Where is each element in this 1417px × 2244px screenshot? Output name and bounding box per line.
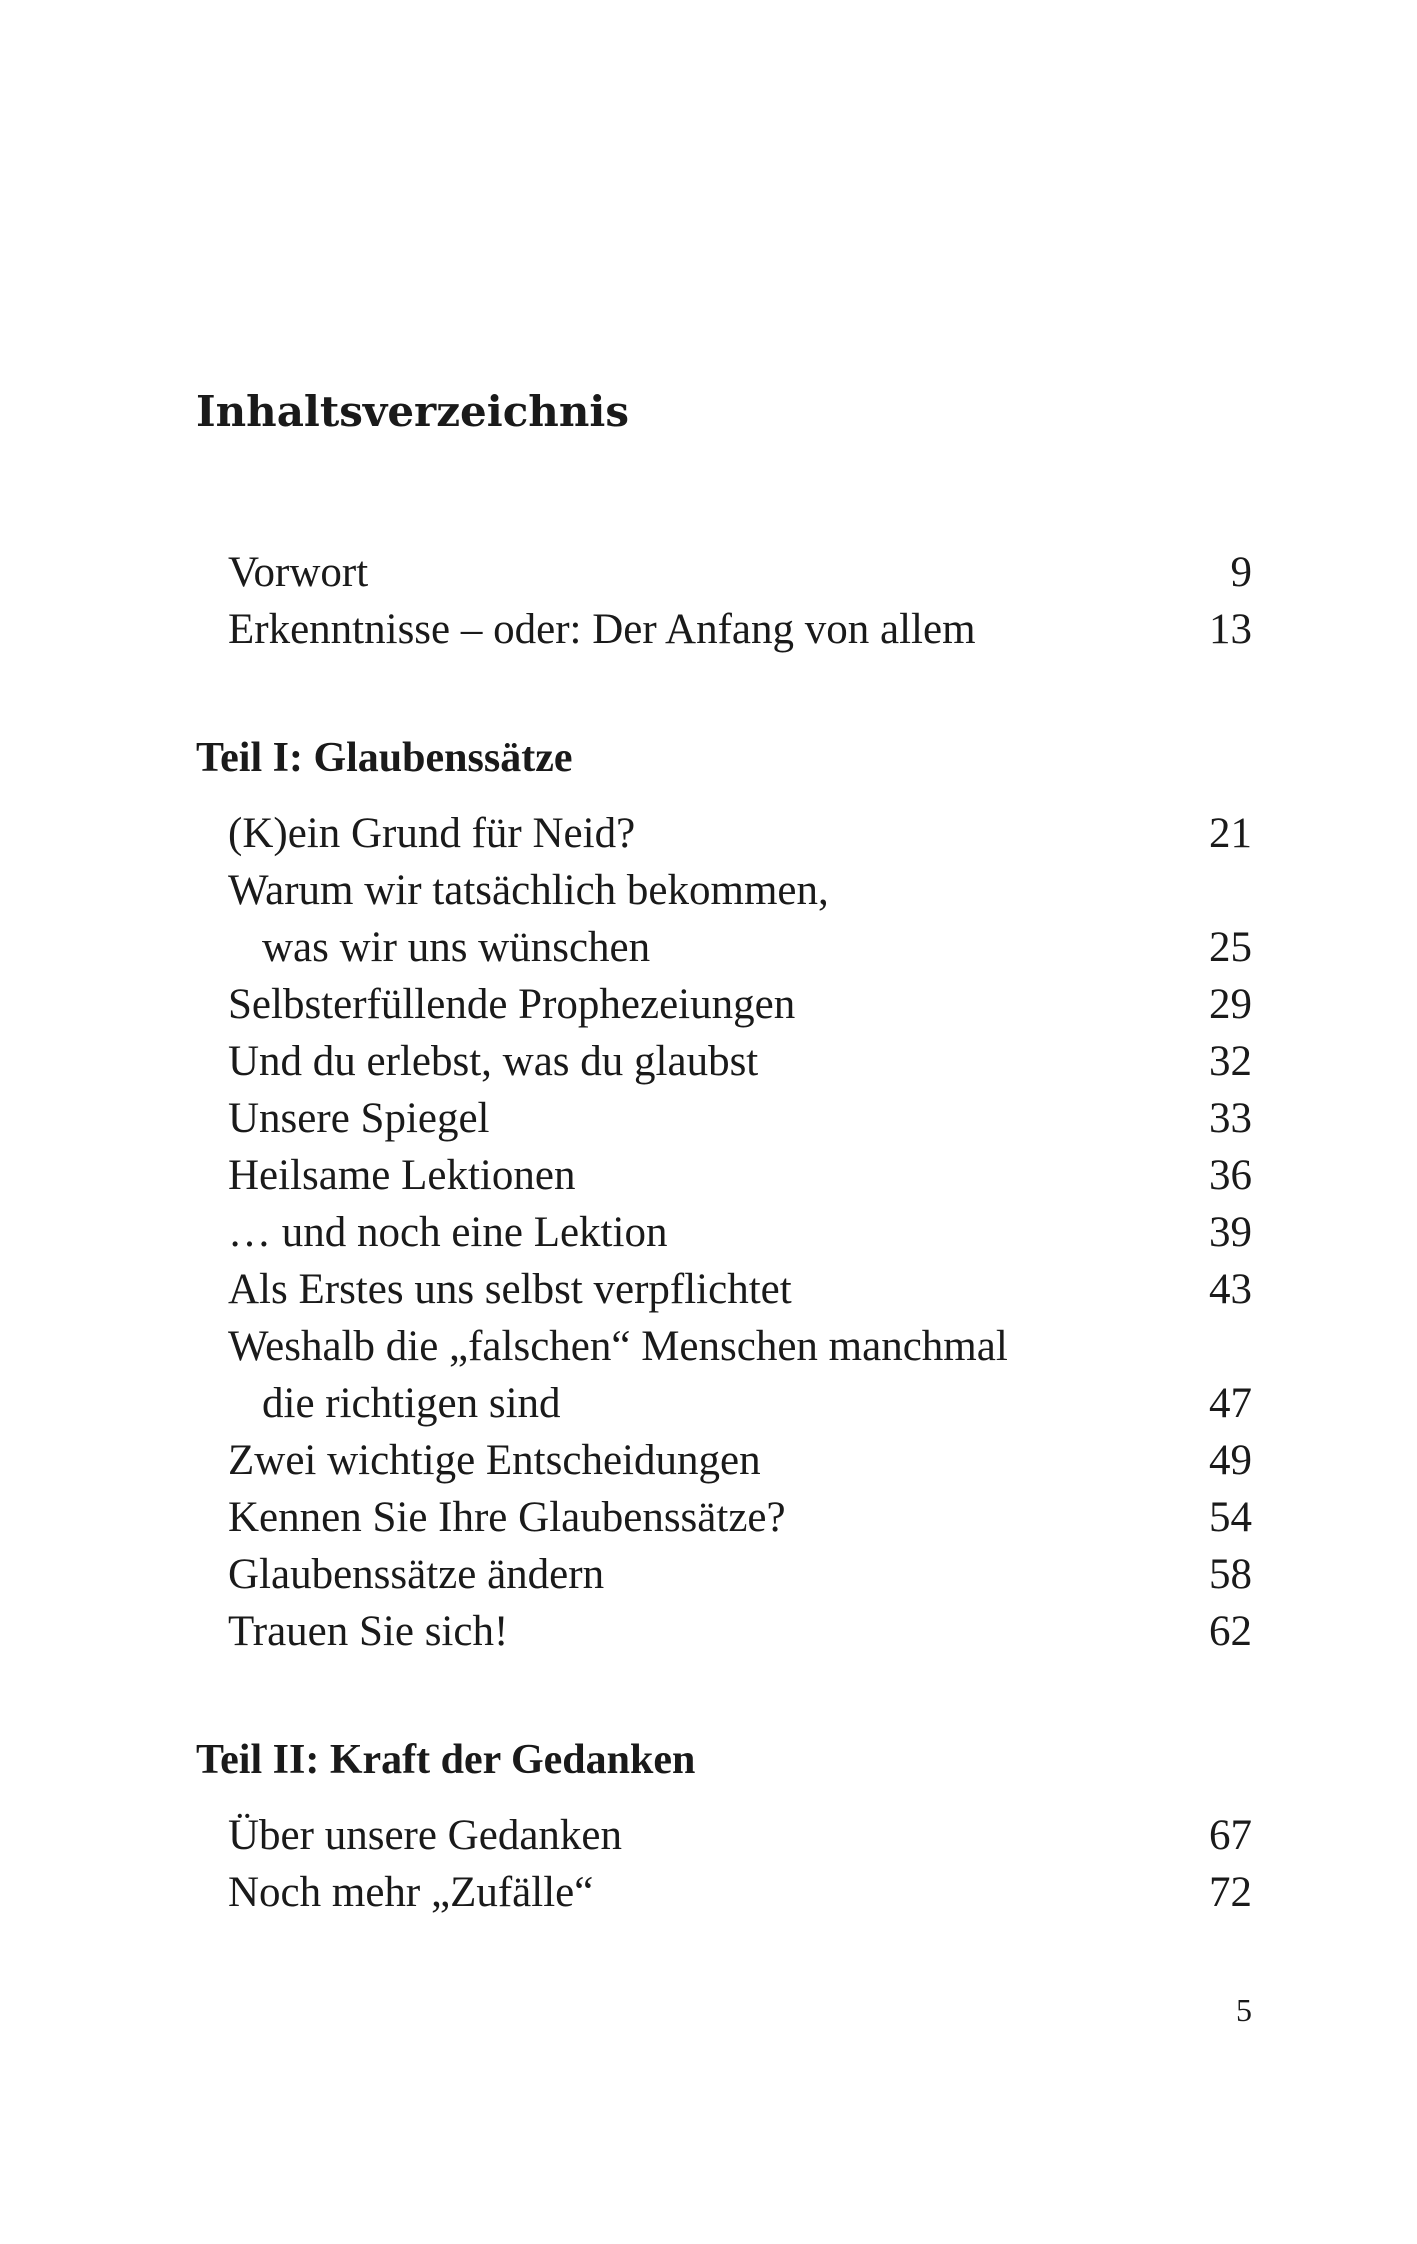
page-title: Inhaltsverzeichnis (196, 387, 629, 436)
toc-entry-label: … und noch eine Lektion (228, 1209, 668, 1256)
toc-entry[interactable] (228, 1034, 1252, 1090)
toc-entry-continuation[interactable] (262, 920, 1252, 976)
toc-entry-label: Und du erlebst, was du glaubst (228, 1038, 759, 1085)
toc-entry-label: Erkenntnisse – oder: Der Anfang von allem (228, 606, 976, 653)
toc-entry-page: 62 (1209, 1608, 1252, 1655)
toc-entry[interactable] (228, 1433, 1252, 1489)
toc-entry[interactable] (228, 1604, 1252, 1660)
toc-entry-label: die richtigen sind (262, 1380, 561, 1427)
toc-entry-page: 47 (1209, 1380, 1252, 1427)
toc-entry-label: Warum wir tatsächlich bekommen, (228, 867, 829, 914)
toc-entry[interactable] (228, 1205, 1252, 1261)
toc-entry-label: Heilsame Lektionen (228, 1152, 576, 1199)
toc-entry-label: Glaubenssätze ändern (228, 1551, 605, 1598)
toc-entry-continuation[interactable] (262, 1376, 1252, 1432)
toc-entry-page: 54 (1209, 1494, 1252, 1541)
toc-entry-label: Über unsere Gedanken (228, 1812, 622, 1859)
toc-entry-page: 67 (1209, 1812, 1252, 1859)
toc-entry-page: 33 (1209, 1095, 1252, 1142)
toc-entry[interactable] (228, 806, 1252, 862)
toc-entry-page: 9 (1230, 549, 1252, 596)
toc-entry-label: Noch mehr „Zufälle“ (228, 1869, 594, 1916)
toc-entry-page: 13 (1209, 606, 1252, 653)
toc-entry[interactable] (228, 1865, 1252, 1921)
toc-entry-page: 29 (1209, 981, 1252, 1028)
toc-entry-vorwort[interactable] (228, 545, 1252, 601)
toc-entry-label: Weshalb die „falschen“ Menschen manchmal (228, 1323, 1008, 1370)
toc-entry-page: 21 (1209, 810, 1252, 857)
toc-entry[interactable] (228, 863, 1252, 919)
toc-entry-label: Vorwort (228, 549, 369, 596)
toc-entry[interactable] (228, 1091, 1252, 1147)
toc-entry[interactable] (228, 1262, 1252, 1318)
toc-entry-page: 58 (1209, 1551, 1252, 1598)
toc-entry-page: 39 (1209, 1209, 1252, 1256)
toc-entry-erkenntnisse[interactable] (228, 602, 1252, 658)
toc-entry-label: Trauen Sie sich! (228, 1608, 509, 1655)
toc-entry-page: 25 (1209, 924, 1252, 971)
toc-entry-page: 49 (1209, 1437, 1252, 1484)
toc-entry[interactable] (228, 977, 1252, 1033)
toc-entry-label: was wir uns wünschen (262, 924, 651, 971)
toc-entry[interactable] (228, 1148, 1252, 1204)
toc-entry-label: Kennen Sie Ihre Glaubenssätze? (228, 1494, 786, 1541)
toc-entry[interactable] (228, 1319, 1252, 1375)
toc-entry-page: 43 (1209, 1266, 1252, 1313)
toc-entry-page: 36 (1209, 1152, 1252, 1199)
toc-entry-page: 32 (1209, 1038, 1252, 1085)
toc-entry-label: Als Erstes uns selbst verpflichtet (228, 1266, 792, 1313)
toc-entry-label: Selbsterfüllende Prophezeiungen (228, 981, 796, 1028)
toc-entry[interactable] (228, 1808, 1252, 1864)
toc-entry-label: (K)ein Grund für Neid? (228, 810, 636, 857)
toc-entry-label: Zwei wichtige Entscheidungen (228, 1437, 761, 1484)
toc-entry[interactable] (228, 1490, 1252, 1546)
toc-entry[interactable] (228, 1547, 1252, 1603)
part-title-teil-2: Teil II: Kraft der Gedanken (196, 1737, 696, 1783)
toc-entry-page: 72 (1209, 1869, 1252, 1916)
toc-entry-label: Unsere Spiegel (228, 1095, 490, 1142)
part-title-teil-1: Teil I: Glaubenssätze (196, 735, 573, 781)
page-number: 5 (1236, 1992, 1252, 2028)
